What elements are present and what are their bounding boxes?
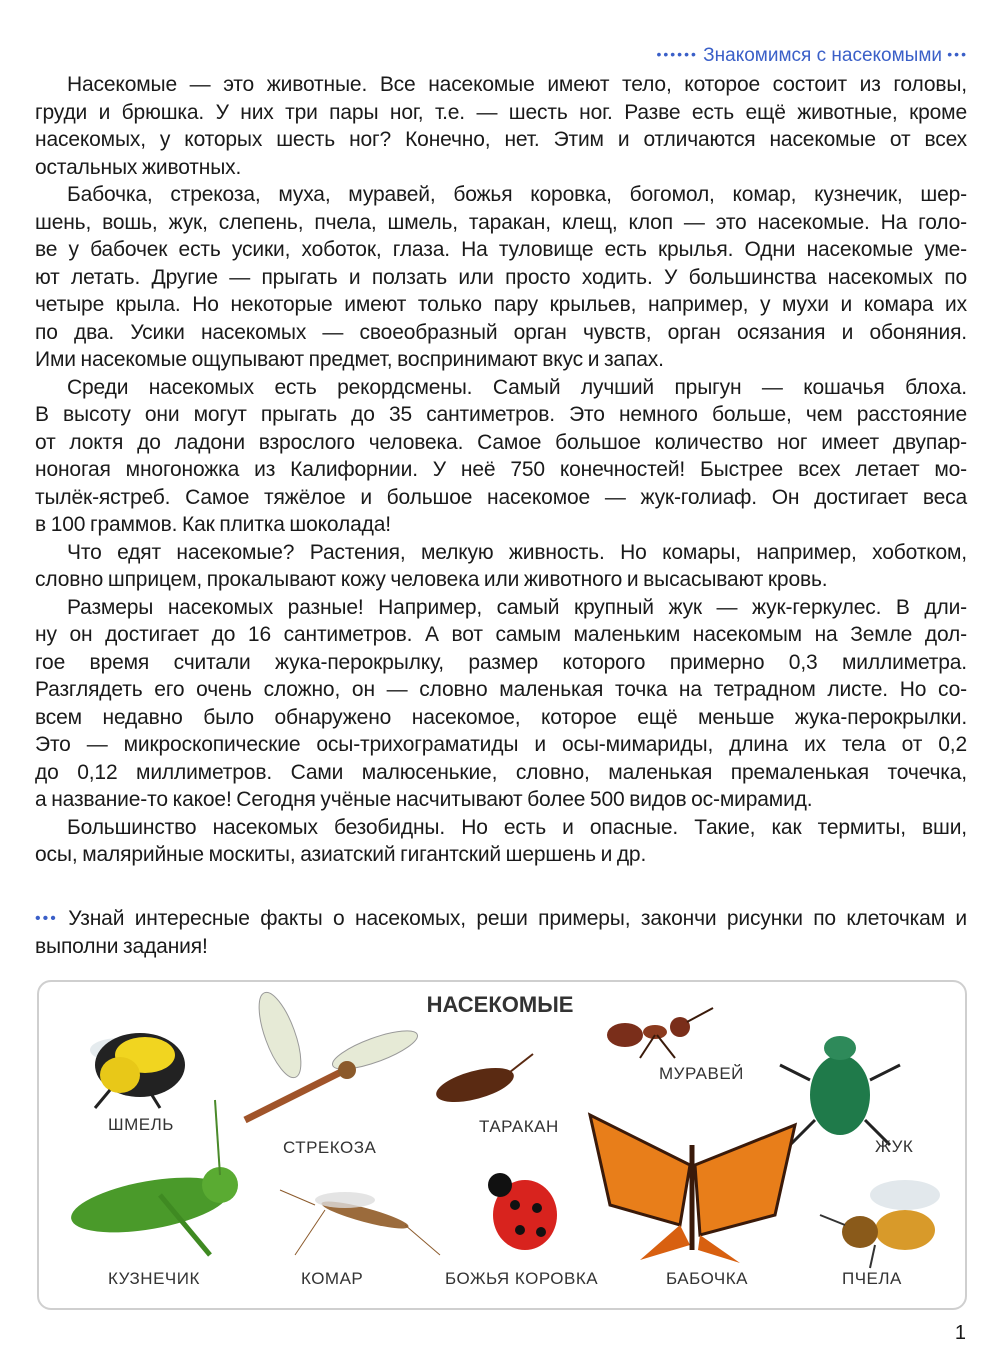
text-line: Ими насекомые ощупывают предмет, воспринимают вкус и запах. bbox=[35, 348, 664, 371]
text-line: ноногая многоножка из Калифорнии. У неё 750 конечностей! Быстрее всех летает мо- bbox=[35, 458, 967, 481]
label-grasshopper: КУЗНЕЧИК bbox=[108, 1269, 200, 1288]
label-mosquito: КОМАР bbox=[301, 1269, 364, 1288]
text-line: Разглядеть его очень сложно, он — словно маленькая точка на тетрадном листе. Но со- bbox=[35, 678, 967, 701]
text-line: ве у бабочек есть усики, хоботок, глаза. На туловище есть крылья. Одни насекомые уме- bbox=[35, 238, 967, 261]
text-line: осы, малярийные москиты, азиатский гигантский шершень и др. bbox=[35, 843, 647, 866]
panel-title: НАСЕКОМЫЕ bbox=[426, 992, 574, 1017]
dots-decoration: •••••• bbox=[656, 46, 698, 62]
dragonfly-image bbox=[235, 990, 420, 1130]
text-line: Размеры насекомых разные! Например, самый крупный жук — жук-геркулес. В дли- bbox=[67, 595, 967, 619]
section-header bbox=[656, 42, 968, 68]
text-line: Насекомые — это животные. Все насекомые имеют тело, которое состоит из головы, bbox=[67, 73, 967, 96]
text-line: Большинство насекомых безобидны. Но есть и опасные. Такие, как термиты, вши, bbox=[67, 815, 967, 839]
label-ladybug: БОЖЬЯ КОРОВКА bbox=[445, 1269, 599, 1288]
text-line: Среди насекомых есть рекордсмены. Самый лучший прыгун — кошачья блоха. bbox=[67, 375, 967, 399]
label-cockroach: ТАРАКАН bbox=[479, 1117, 559, 1136]
cockroach-image bbox=[425, 1050, 535, 1110]
text-line: ют летать. Другие — прыгать и ползать или просто ходить. У большинства насекомых по bbox=[35, 265, 967, 289]
text-line: ну он достигает до 16 сантиметров. А вот самым маленьким насекомым на Земле дол- bbox=[35, 623, 967, 646]
text-line: Бабочка, стрекоза, муха, муравей, божья коровка, богомол, комар, кузнечик, шер- bbox=[67, 183, 967, 206]
paragraph bbox=[35, 181, 967, 374]
task-line: выполни задания! bbox=[35, 934, 208, 958]
text-line: тылёк-ястреб. Самое тяжёлое и большое насекомое — жук-голиаф. Он достигает веса bbox=[35, 485, 967, 509]
text-line: остальных животных. bbox=[35, 155, 242, 179]
dots-decoration: ••• bbox=[35, 910, 58, 927]
text-line: словно шприцем, прокалывают кожу человека или животного и высасывают кровь. bbox=[35, 568, 828, 591]
butterfly-image bbox=[580, 1105, 800, 1265]
paragraph bbox=[35, 374, 967, 539]
text-line: четыре крыла. Но некоторые имеют только пару крыльев, например, у мухи и комара их bbox=[35, 293, 967, 316]
task-instruction bbox=[35, 905, 967, 960]
text-line: а название-то какое! Сегодня учёные насчитывают более 500 видов ос-мирамид. bbox=[35, 788, 813, 811]
text-line: насекомых, у которых шесть ног? Конечно, нет. Этим и отличаются насекомые от всех bbox=[35, 128, 967, 151]
label-bee: ПЧЕЛА bbox=[842, 1269, 902, 1288]
paragraph bbox=[35, 594, 967, 814]
text-line: Это — микроскопические осы-трихограматиды и осы-мимариды, длина их тела от 0,2 bbox=[35, 733, 967, 756]
dots-decoration: ••• bbox=[947, 46, 968, 62]
mosquito-image bbox=[275, 1170, 445, 1260]
task-line: Узнай интересные факты о насекомых, реши примеры, закончи рисунки по клеточкам и bbox=[68, 907, 967, 930]
text-line: груди и брюшка. У них три пары ног, т.е. — шесть ног. Разве есть ещё животные, кроме bbox=[35, 100, 967, 124]
text-line: Что едят насекомые? Растения, мелкую живность. Но комары, например, хоботком, bbox=[67, 540, 967, 564]
label-ant: МУРАВЕЙ bbox=[659, 1064, 744, 1083]
text-line: гое время считали жука-перокрылку, размер которого примерно 0,3 миллиметра. bbox=[35, 650, 967, 674]
section-title: Знакомимся с насекомыми bbox=[703, 45, 942, 66]
bee-image bbox=[815, 1170, 945, 1270]
text-line: В высоту они могут прыгать до 35 сантиметров. Это немного больше, чем расстояние bbox=[35, 403, 967, 426]
text-line: шень, вошь, жук, слепень, пчела, шмель, таракан, клещ, клоп — это насекомые. На голо- bbox=[35, 210, 967, 234]
label-beetle: ЖУК bbox=[875, 1137, 914, 1156]
ladybug-image bbox=[475, 1160, 565, 1255]
label-dragonfly: СТРЕКОЗА bbox=[283, 1138, 377, 1157]
paragraph bbox=[35, 71, 967, 181]
label-bumblebee: ШМЕЛЬ bbox=[108, 1115, 174, 1134]
body-text bbox=[35, 71, 967, 869]
text-line: от локтя до ладони взрослого человека. Самое большое количество ног имеет двупар- bbox=[35, 430, 967, 454]
label-butterfly: БАБОЧКА bbox=[666, 1269, 749, 1288]
page-number: 1 bbox=[954, 1322, 966, 1344]
paragraph bbox=[35, 814, 967, 869]
text-line: по два. Усики насекомых — своеобразный орган чувств, орган осязания и обоняния. bbox=[35, 320, 967, 344]
text-line: всем недавно было обнаружено насекомое, которое ещё меньше жука-перокрылки. bbox=[35, 705, 967, 729]
paragraph bbox=[35, 539, 967, 594]
ant-image bbox=[595, 1000, 725, 1060]
text-line: до 0,12 миллиметров. Сами малюсенькие, словно, маленькая премаленькая точечка, bbox=[35, 760, 967, 784]
text-line: в 100 граммов. Как плитка шоколада! bbox=[35, 513, 391, 536]
